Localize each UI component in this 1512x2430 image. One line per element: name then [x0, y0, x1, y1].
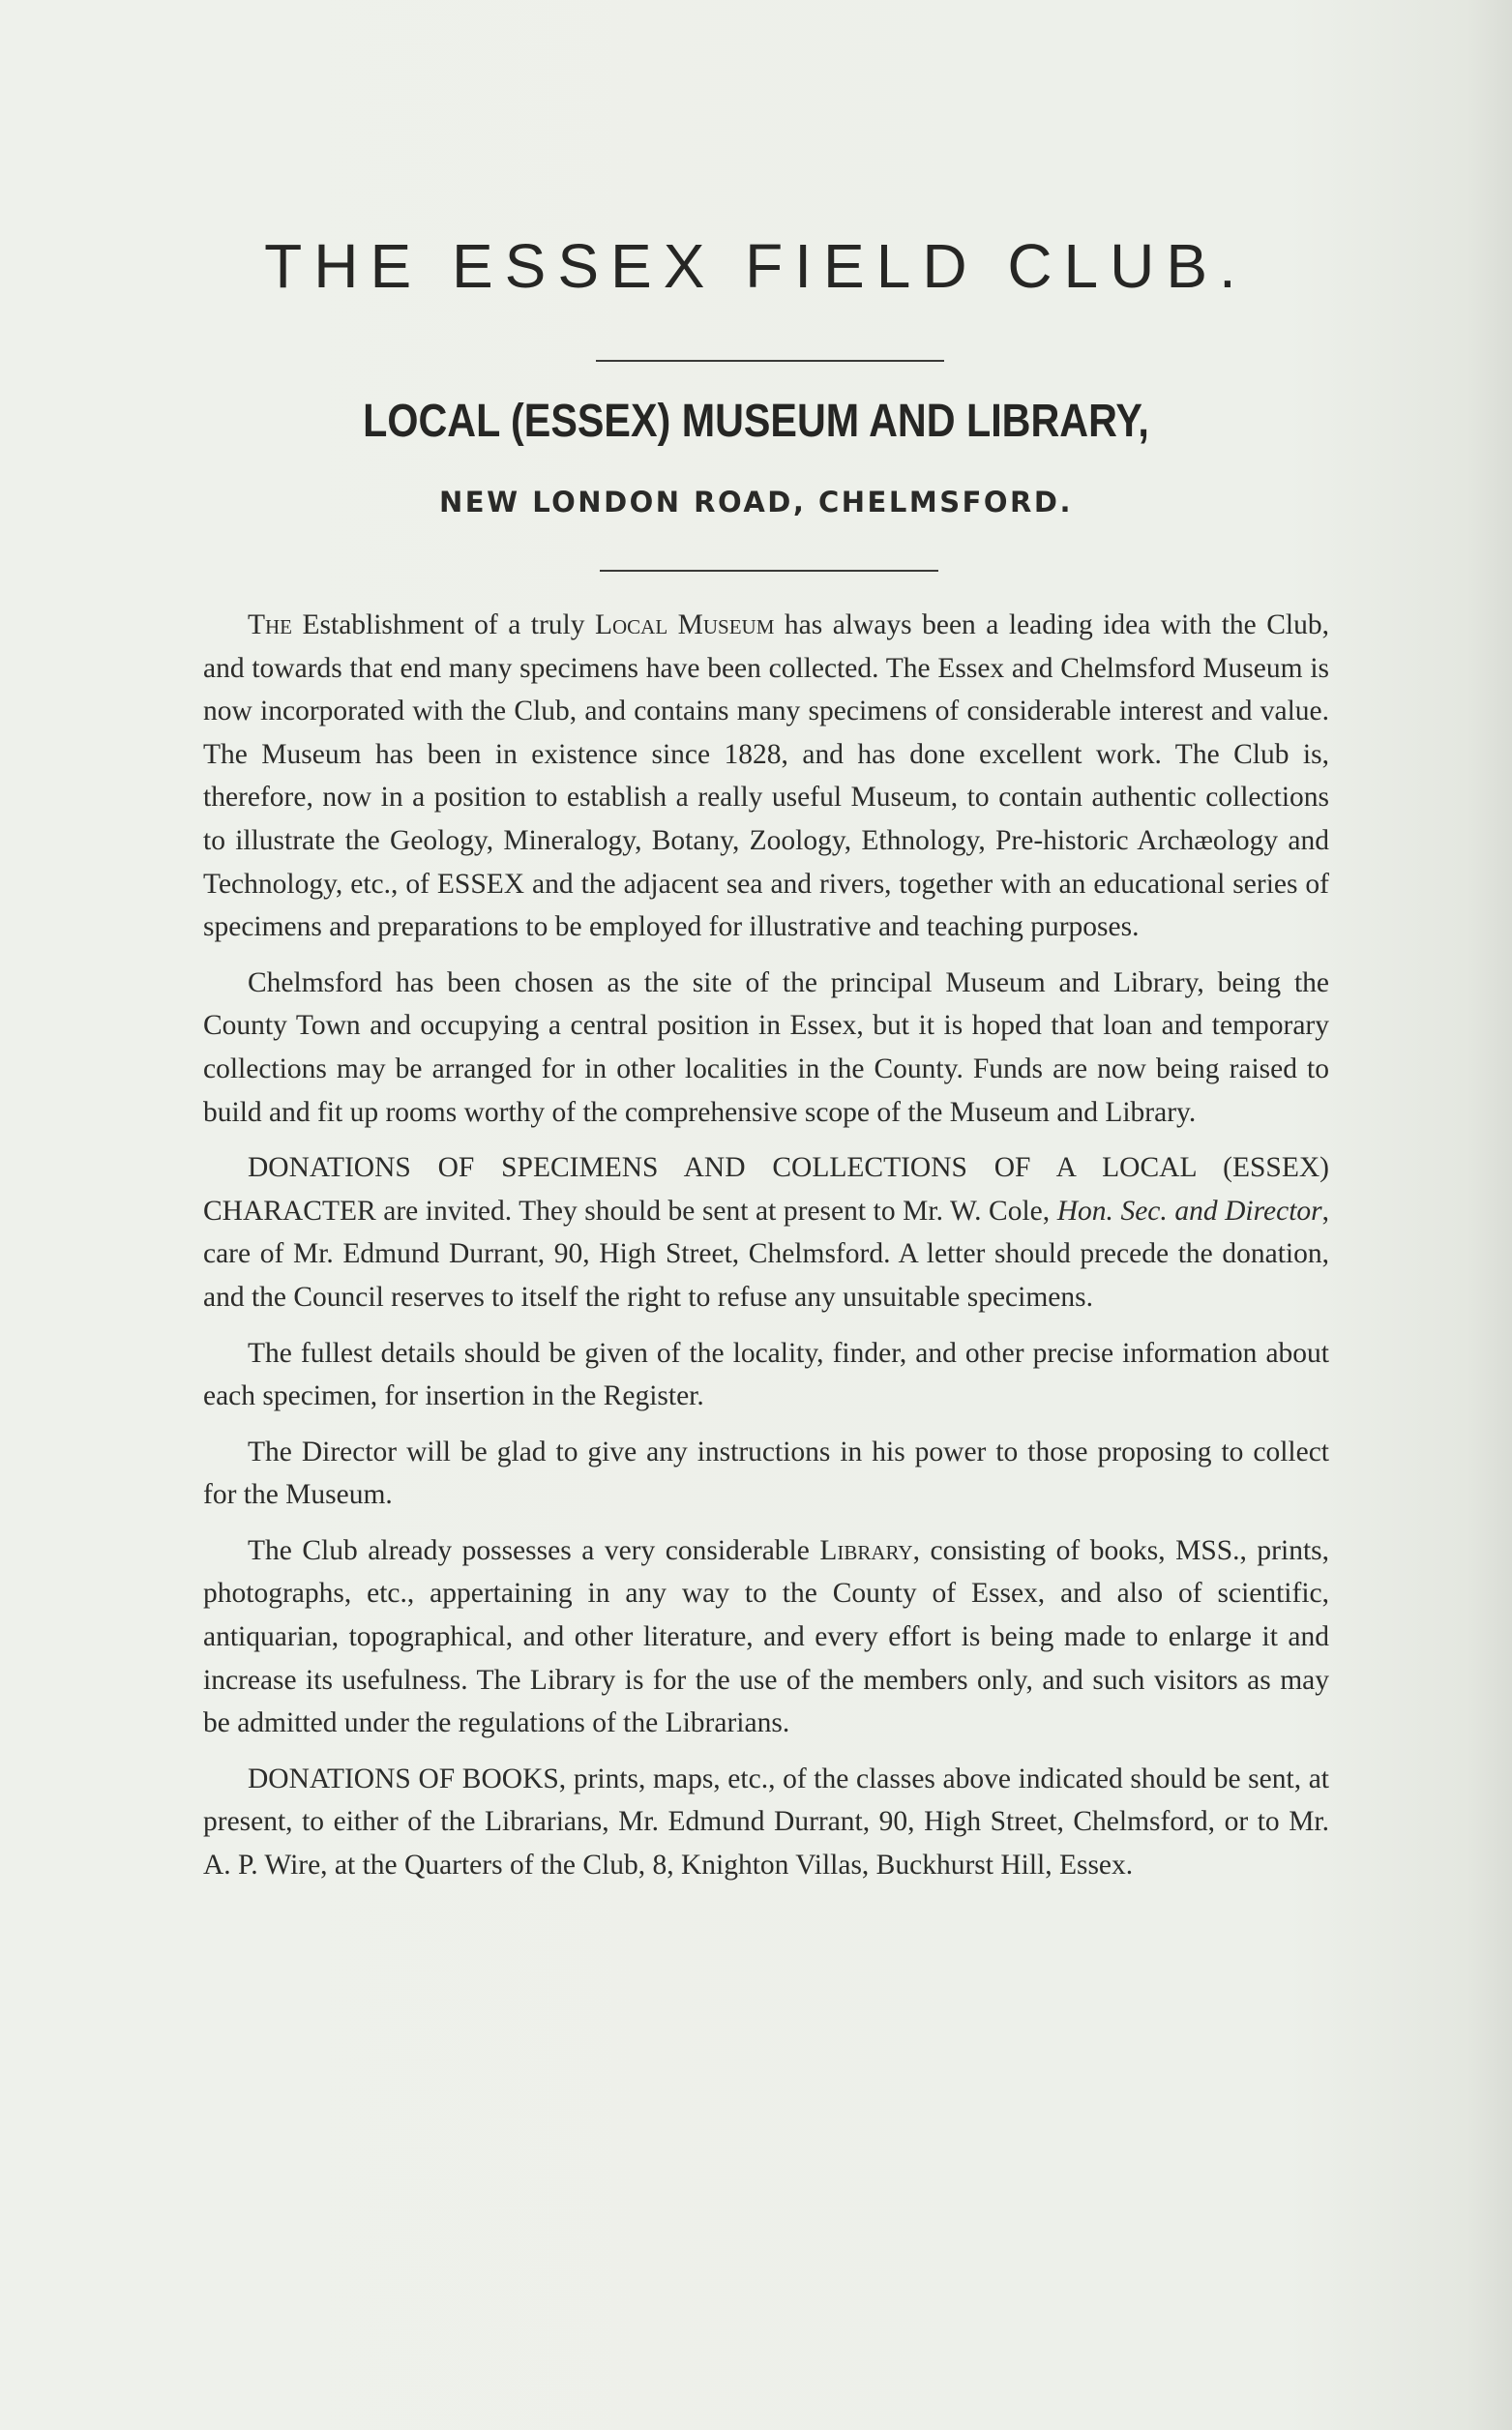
text-run: , consisting of books, MSS., prints, photographs, etc., appertaining in any way to the County of Essex, and also of scientific, antiquarian, topographical, and other literature, and every effort is being made to enlarge it and increase its usefulness. The Library is for the use of the members only, and such visitors as may be admitted under the regulations of the Librarians. [203, 1534, 1329, 1739]
text-run: are invited. They should be sent at present to Mr. W. Cole, [375, 1195, 1057, 1227]
paragraph-library [203, 1529, 1329, 1745]
donations-heading: DONATIONS OF SPECIMENS AND COLLECTIONS OF A LOCAL (ESSEX) CHARACTER [203, 1152, 1329, 1227]
paragraph-museum-intro [203, 604, 1329, 949]
body-text [203, 604, 1329, 1900]
lead-word: The [248, 609, 293, 640]
paragraph-details: The fullest details should be given of the locality, finder, and other precise information about each specimen, for insertion in the Register. [203, 1337, 1329, 1412]
donations-books-heading: DONATIONS OF BOOKS [248, 1763, 559, 1794]
divider-rule [596, 360, 944, 362]
paragraph-director: The Director will be glad to give any instructions in his power to those proposing to collect for the Museum. [203, 1436, 1329, 1511]
local-museum-smallcaps: Local Museum [594, 609, 775, 640]
text-run: , prints, maps, etc., of the classes above indicated should be sent, at present, to either of the Librarians, Mr. Edmund Durrant, 90, High Street, Chelmsford, or to Mr. A. P. Wire, at the Quarters of the Club, 8, Knighton Villas, Buckhurst Hill, Essex. [203, 1763, 1329, 1882]
paragraph-chelmsford: Chelmsford has been chosen as the site of the principal Museum and Library, being the County Town and occupying a central position in Essex, but it is hoped that loan and temporary collections may be arranged for in other localities in the County. Funds are now being raised to build and fit up rooms worthy of the comprehensive scope of the Museum and Library. [203, 966, 1329, 1128]
address-line: NEW LONDON ROAD, CHELMSFORD. [439, 486, 1073, 519]
text-run: , care of Mr. Edmund Durrant, 90, High Street, Chelmsford. A letter should precede the donation, and the Council reserves to itself the right to refuse any unsuitable specimens. [203, 1195, 1329, 1313]
text-run: Establishment of a truly [292, 609, 595, 640]
divider-rule [600, 570, 938, 572]
page-title: THE ESSEX FIELD CLUB. [264, 231, 1248, 301]
library-smallcaps: Library [819, 1534, 913, 1566]
paragraph-donations-specimens [203, 1146, 1329, 1319]
text-run: has always been a leading idea with the Club, and towards that end many specimens have been collected. The Essex and Chelmsford Museum is now incorporated with the Club, and contains many specimens of considerable interest and value. The Museum has been in existence since 1828, and has done excellent work. The Club is, therefore, now in a position to establish a really useful Museum, to contain authentic collections to illustrate the Geology, Mineralogy, Botany, Zoology, Ethnology, Pre-historic Archæology and Technology, etc., of ESSEX and the adjacent sea and rivers, together with an educational series of specimens and preparations to be employed for illustrative and teaching purposes. [203, 609, 1330, 943]
text-run: The Club already possesses a very considerable [248, 1534, 820, 1566]
director-title-italic: Hon. Sec. and Director [1056, 1195, 1322, 1227]
page-subtitle: LOCAL (ESSEX) MUSEUM AND LIBRARY, [363, 396, 1149, 447]
paragraph-donations-books [203, 1758, 1329, 1887]
